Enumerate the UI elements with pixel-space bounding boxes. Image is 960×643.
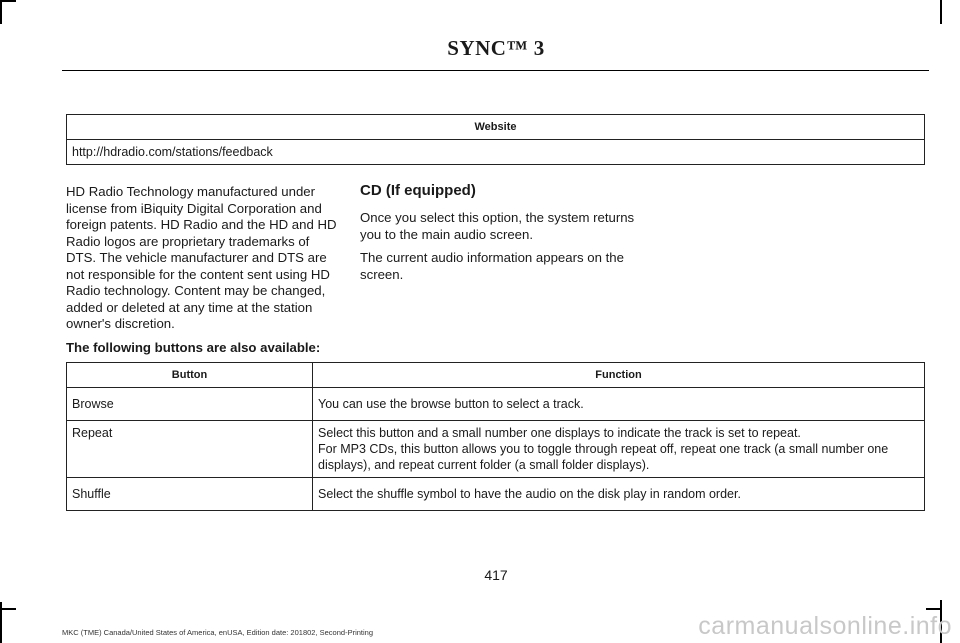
function-cell: [313, 421, 925, 478]
website-table-header: Website: [67, 115, 925, 140]
table-row: [67, 421, 925, 478]
crop-mark-top-right-v: [940, 0, 942, 24]
buttons-section-heading: The following buttons are also available:: [66, 340, 321, 355]
cd-section-heading: CD (If equipped): [360, 182, 476, 199]
watermark: carmanualsonline.info: [698, 612, 952, 640]
page-title: SYNC™ 3: [447, 36, 545, 60]
crop-mark-bottom-right-h: [926, 608, 942, 610]
column-header-button: Button: [67, 363, 313, 388]
column-header-function: Function: [313, 363, 925, 388]
button-cell: Browse: [67, 388, 313, 421]
button-cell: Shuffle: [67, 478, 313, 511]
cd-paragraph-2: The current audio information appears on the screen.: [360, 250, 624, 282]
function-line: For MP3 CDs, this button allows you to toggle through repeat off, repeat one track (a small number one displays), and repeat current folder (a small folder displays).: [318, 442, 889, 472]
crop-mark-top-left-v: [0, 0, 2, 24]
edition-footer: MKC (TME) Canada/United States of America, enUSA, Edition date: 201802, Second-Printing: [62, 628, 373, 637]
function-line: Select this button and a small number one displays to indicate the track is set to repeat.: [318, 426, 801, 440]
function-cell: Select the shuffle symbol to have the audio on the disk play in random order.: [313, 478, 925, 511]
buttons-table: [66, 362, 925, 511]
table-row: [67, 478, 925, 511]
crop-mark-bottom-left-h: [0, 608, 16, 610]
header-rule: [62, 70, 929, 71]
cd-paragraph-1: Once you select this option, the system returns you to the main audio screen.: [360, 210, 635, 242]
button-cell: Repeat: [67, 421, 313, 478]
website-link[interactable]: http://hdradio.com/stations/feedback: [67, 140, 925, 165]
hd-radio-paragraph: HD Radio Technology manufactured under license from iBiquity Digital Corporation and foreign patents. HD Radio and the HD and HD Radio logos are proprietary trademarks of DTS. The vehicle manufacturer and DTS are not responsible for the content sent using HD Radio technology. Content may be changed, added or deleted at any time at the station owner's discretion.: [66, 184, 337, 331]
table-row: [67, 388, 925, 421]
website-table: [66, 114, 925, 165]
crop-mark-top-left-h: [0, 0, 16, 2]
function-cell: You can use the browse button to select a track.: [313, 388, 925, 421]
page-number: 417: [484, 567, 508, 583]
